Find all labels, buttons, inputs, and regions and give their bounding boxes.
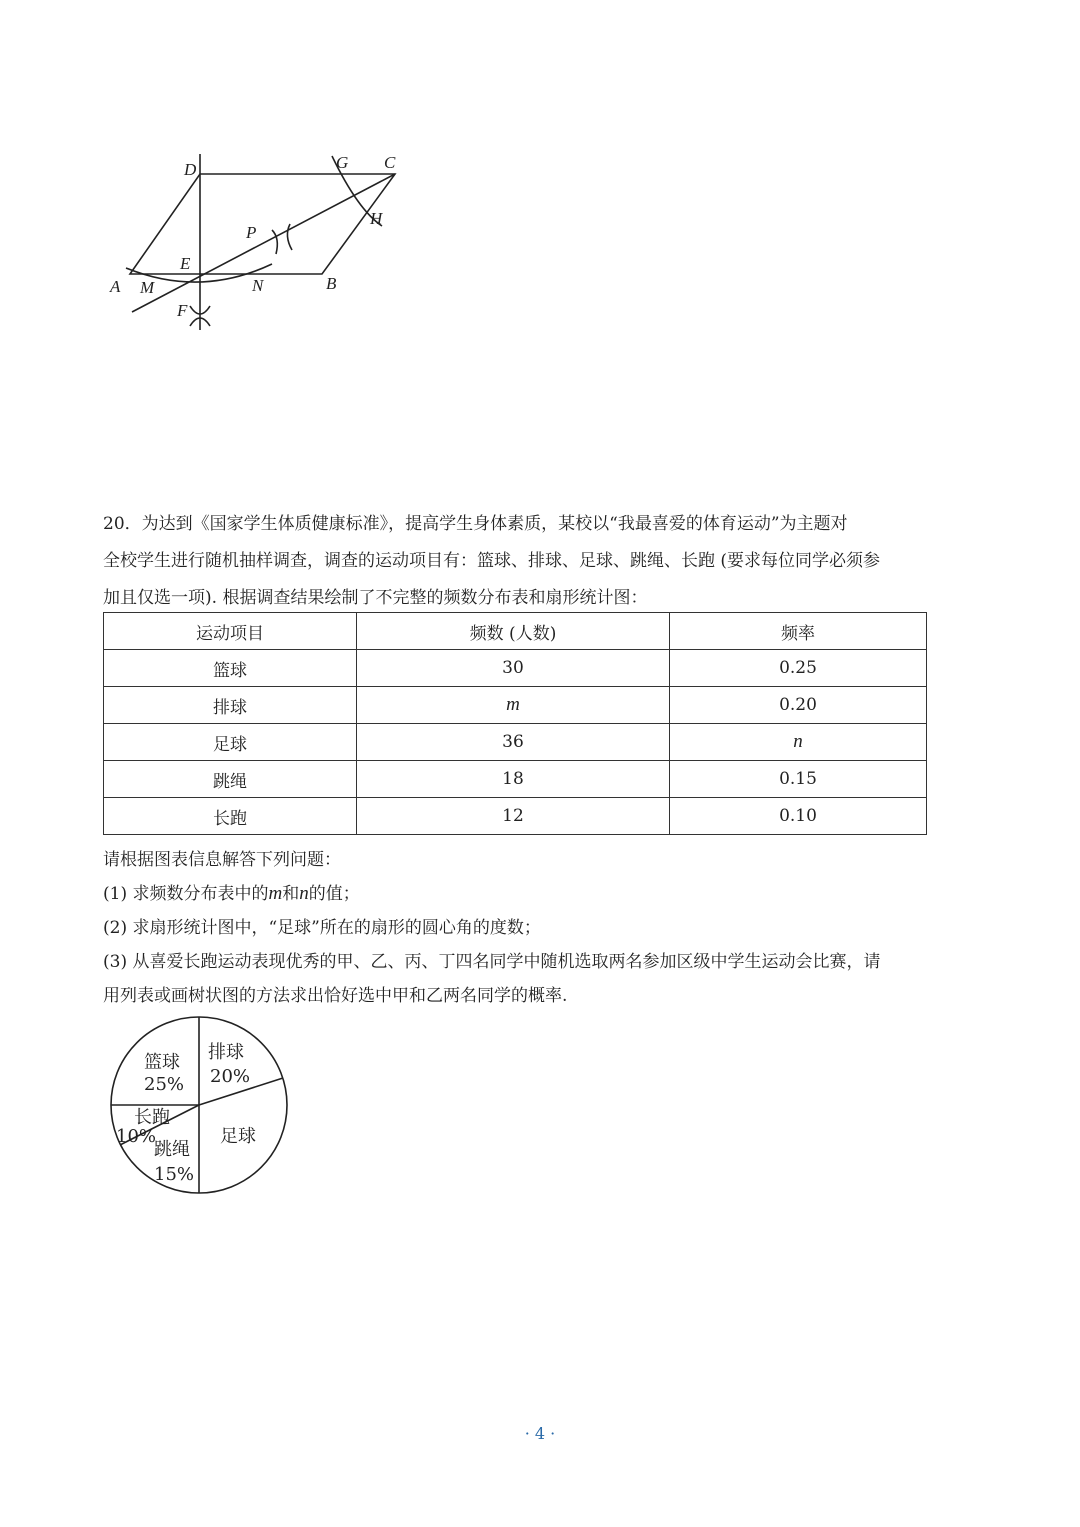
q1-pre: (1) 求频数分布表中的 xyxy=(103,884,269,904)
parallelogram-abcd xyxy=(130,174,395,274)
slice-label-changpao: 长跑 xyxy=(134,1107,170,1128)
problem-line: 全校学生进行随机抽样调查，调查的运动项目有：篮球、排球、足球、跳绳、长跑 (要求每位同学必须参 xyxy=(103,551,881,571)
label-p: P xyxy=(246,223,257,242)
header-item: 运动项目 xyxy=(104,613,357,650)
cell-count: 30 xyxy=(357,650,670,687)
cell-count xyxy=(357,687,670,724)
cell-item: 篮球 xyxy=(104,650,357,687)
cell-item: 排球 xyxy=(104,687,357,724)
pie-chart xyxy=(100,1012,300,1202)
cell-rate: 0.10 xyxy=(670,798,927,835)
slice-percent-lanqiu: 25% xyxy=(144,1074,185,1095)
problem-statement xyxy=(103,506,983,617)
label-e: E xyxy=(180,254,191,273)
table-row xyxy=(104,798,927,835)
label-f: F xyxy=(177,301,188,320)
label-n: N xyxy=(252,276,264,295)
cell-rate: 0.15 xyxy=(670,761,927,798)
question-3: (3) 从喜爱长跑运动表现优秀的甲、乙、丙、丁四名同学中随机选取两名参加区级中学生运动会比赛，请 xyxy=(103,952,881,972)
variable-m: m xyxy=(506,694,520,715)
cell-rate: 0.25 xyxy=(670,650,927,687)
question-1 xyxy=(103,877,983,911)
slice-label-tiaosheng: 跳绳 xyxy=(154,1139,190,1160)
label-g: G xyxy=(336,153,349,172)
label-b: B xyxy=(326,274,337,293)
problem-line: 20．为达到《国家学生体质健康标准》，提高学生身体素质，某校以“我最喜爱的体育运动”为主题对 xyxy=(103,514,848,534)
label-m: M xyxy=(140,278,155,297)
cell-item: 跳绳 xyxy=(104,761,357,798)
table-row xyxy=(104,650,927,687)
label-h: H xyxy=(370,209,383,228)
header-rate: 频率 xyxy=(670,613,927,650)
cell-count: 18 xyxy=(357,761,670,798)
table-row xyxy=(104,687,927,724)
cell-item: 长跑 xyxy=(104,798,357,835)
cell-item: 足球 xyxy=(104,724,357,761)
slice-label-paiqiu: 排球 xyxy=(208,1042,244,1063)
table-row xyxy=(104,761,927,798)
q1-and: 和 xyxy=(282,884,300,904)
label-a: A xyxy=(110,277,121,296)
cell-count: 12 xyxy=(357,798,670,835)
geometry-figure xyxy=(100,140,420,340)
questions-intro: 请根据图表信息解答下列问题： xyxy=(103,850,341,870)
frequency-table xyxy=(103,612,927,835)
label-c: C xyxy=(384,153,396,172)
q1-var-n: n xyxy=(299,883,309,904)
slice-percent-tiaosheng: 15% xyxy=(154,1164,195,1185)
slice-label-zuqiu: 足球 xyxy=(220,1126,256,1147)
q1-var-m: m xyxy=(268,883,283,904)
slice-percent-paiqiu: 20% xyxy=(210,1066,251,1087)
slice-label-lanqiu: 篮球 xyxy=(144,1052,180,1073)
variable-n: n xyxy=(793,731,803,752)
bisector-line xyxy=(132,174,395,312)
cell-count: 36 xyxy=(357,724,670,761)
question-3-cont: 用列表或画树状图的方法求出恰好选中甲和乙两名同学的概率. xyxy=(103,986,568,1006)
page-number: · 4 · xyxy=(524,1424,556,1443)
problem-line: 加且仅选一项). 根据调查结果绘制了不完整的频数分布表和扇形统计图： xyxy=(103,588,648,608)
label-d: D xyxy=(184,160,197,179)
table-header-row xyxy=(104,613,927,650)
header-count: 频数 (人数) xyxy=(357,613,670,650)
question-2: (2) 求扇形统计图中，“足球”所在的扇形的圆心角的度数； xyxy=(103,918,541,938)
cell-rate: 0.20 xyxy=(670,687,927,724)
q1-post: 的值； xyxy=(308,884,360,904)
arc-p-1 xyxy=(272,230,277,254)
questions xyxy=(103,843,983,1013)
cell-rate xyxy=(670,724,927,761)
slice-percent-changpao: 10% xyxy=(116,1126,157,1147)
table-row xyxy=(104,724,927,761)
